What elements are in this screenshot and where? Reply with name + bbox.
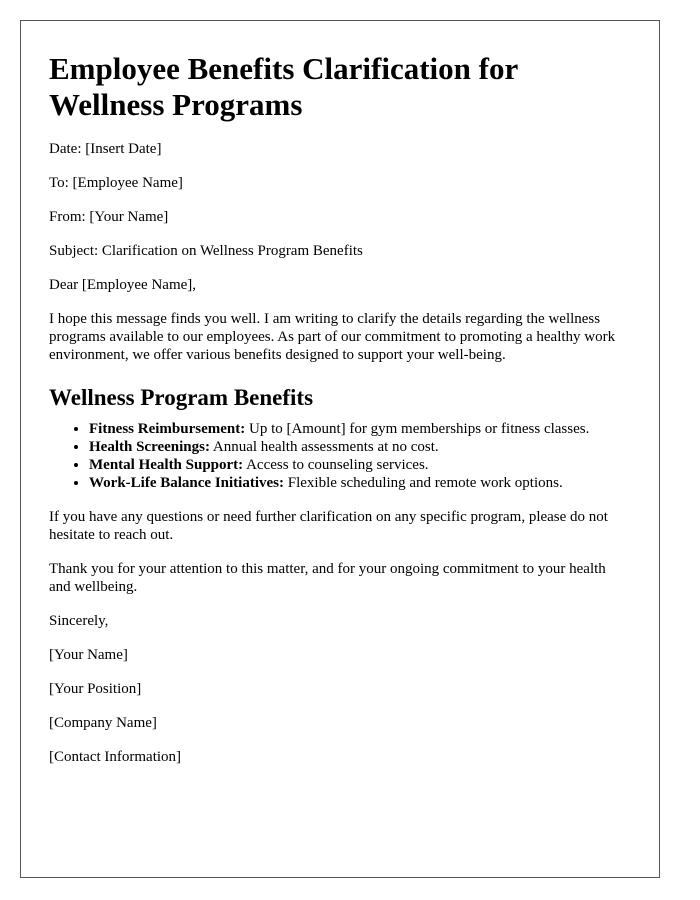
to-line: To: [Employee Name] <box>49 175 183 191</box>
salutation: Dear [Employee Name], <box>49 277 197 293</box>
benefit-description: Flexible scheduling and remote work options. <box>284 475 563 491</box>
benefit-item <box>89 438 631 456</box>
benefit-description: Access to counseling services. <box>243 457 429 473</box>
benefit-item <box>89 474 631 492</box>
benefits-list <box>49 420 631 492</box>
benefit-description: Up to [Amount] for gym memberships or fitness classes. <box>245 421 590 437</box>
questions-paragraph: If you have any questions or need further clarification on any specific program, please do not hesitate to reach out. <box>49 509 608 543</box>
closing: Sincerely, <box>49 613 109 629</box>
signature-name: [Your Name] <box>49 647 128 663</box>
thanks-paragraph: Thank you for your attention to this matter, and for your ongoing commitment to your health and wellbeing. <box>49 561 606 595</box>
date-line: Date: [Insert Date] <box>49 141 162 157</box>
signature-position: [Your Position] <box>49 681 142 697</box>
letter-page <box>20 20 660 878</box>
benefit-item <box>89 456 631 474</box>
from-line: From: [Your Name] <box>49 209 169 225</box>
benefit-name: Health Screenings: <box>89 439 210 455</box>
signature-company: [Company Name] <box>49 715 157 731</box>
benefit-name: Fitness Reimbursement: <box>89 421 246 437</box>
benefit-item <box>89 420 631 438</box>
signature-contact: [Contact Information] <box>49 749 182 765</box>
intro-paragraph: I hope this message finds you well. I am writing to clarify the details regarding the wellness programs available to our employees. As part of our commitment to promoting a healthy work environment, we offer various benefits designed to support your well-being. <box>49 311 616 363</box>
benefit-name: Work-Life Balance Initiatives: <box>89 475 284 491</box>
benefit-description: Annual health assessments at no cost. <box>209 439 439 455</box>
benefit-name: Mental Health Support: <box>89 457 244 473</box>
letter-title: Employee Benefits Clarification for Wellness Programs <box>49 51 518 122</box>
benefits-heading: Wellness Program Benefits <box>49 385 314 410</box>
subject-line: Subject: Clarification on Wellness Program Benefits <box>49 243 363 259</box>
